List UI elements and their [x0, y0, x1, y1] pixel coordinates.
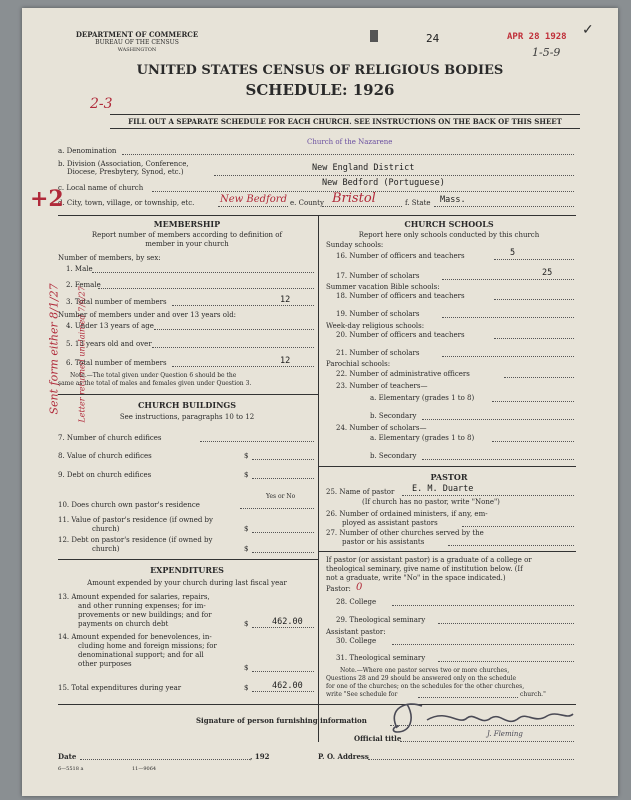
official-title-line: [400, 741, 574, 742]
q24a-line: [492, 441, 574, 442]
q4-under-13: 4. Under 13 years of age: [66, 322, 154, 330]
denomination-line: [122, 154, 574, 155]
q30-college: 30. College: [336, 637, 377, 645]
schools-intro: Report here only schools conducted by this church: [358, 231, 540, 239]
q1-line: [92, 272, 314, 273]
signature-label: Signature of person furnishing information: [196, 716, 367, 725]
expenditures-intro: Amount expended by your church during last fiscal year: [87, 579, 287, 587]
pastor-note-1: Note.—Where one pastor serves two or more churches,: [340, 667, 510, 674]
division-label-2: Diocese, Presbytery, Synod, etc.): [67, 168, 184, 176]
header-rule-top: [110, 114, 580, 115]
official-title-label: Official title: [354, 734, 402, 743]
q21-scholars: 21. Number of scholars: [336, 349, 420, 357]
summer-schools: Summer vacation Bible schools:: [326, 283, 440, 291]
q13-dollar: $: [244, 620, 249, 628]
pastor-note-3: for one of the churches; on the schedules for the other churches,: [326, 683, 525, 690]
q13-value: 462.00: [272, 617, 303, 627]
q24-scholars: 24. Number of scholars—: [336, 424, 427, 432]
check-mark-icon: ✓: [582, 22, 594, 38]
q12-dollar: $: [244, 545, 249, 553]
po-address-line: [368, 759, 574, 760]
buildings-heading: CHURCH BUILDINGS: [138, 400, 236, 410]
state-value: Mass.: [440, 195, 466, 205]
q11-dollar: $: [244, 525, 249, 533]
q24b-line: [422, 459, 574, 460]
q6-total: 6. Total number of members: [66, 359, 167, 367]
q9-line: [252, 478, 314, 479]
q16-value: 5: [510, 248, 516, 258]
q17-scholars: 17. Number of scholars: [336, 272, 420, 280]
division-value: New England District: [312, 163, 415, 173]
q16-officers: 16. Number of officers and teachers: [336, 252, 465, 260]
q28-line: [392, 605, 574, 606]
q11-church: church): [92, 525, 120, 533]
q13-line-4: payments on church debt: [78, 620, 169, 628]
pastor-note-4: write "See schedule for: [326, 691, 398, 698]
form-number: 6—5518 a: [58, 766, 84, 772]
margin-plus-mark: +2: [30, 186, 64, 212]
membership-note-2: same as the total of males and females given under Question 3.: [58, 380, 252, 387]
q3-total: 3. Total number of members: [66, 298, 167, 306]
graduate-note-3: not a graduate, write "No" in the space indicated.): [326, 574, 506, 582]
q24a-elementary: a. Elementary (grades 1 to 8): [370, 434, 475, 442]
date-label: Date: [58, 752, 77, 761]
top-handwritten-code: 1-5-9: [532, 46, 561, 59]
q14-line-3: denominational support; and for all: [78, 651, 204, 659]
weekday-schools: Week-day religious schools:: [326, 322, 425, 330]
county-label: e. County: [290, 199, 324, 207]
q8-line: [252, 459, 314, 460]
print-number: 11—9064: [132, 766, 157, 772]
pastor-note-2: Questions 28 and 29 should be answered only on the schedule: [326, 675, 517, 682]
q26-line-2: ployed as assistant pastors: [342, 519, 438, 527]
county-value: Bristol: [332, 191, 376, 206]
date-line: [80, 759, 250, 760]
q23a-elementary: a. Elementary (grades 1 to 8): [370, 394, 475, 402]
q11-residence-value: 11. Value of pastor's residence (if owned by: [58, 516, 213, 524]
schools-heading: CHURCH SCHOOLS: [404, 219, 494, 229]
census-schedule-page: [22, 8, 618, 796]
graduate-note-1: If pastor (or assistant pastor) is a graduate of a college or: [326, 556, 532, 564]
sunday-schools: Sunday schools:: [326, 241, 384, 249]
q10-owns-residence: 10. Does church own pastor's residence: [58, 501, 200, 509]
membership-heading: MEMBERSHIP: [153, 219, 221, 229]
division-line: [214, 175, 574, 176]
q5-line: [152, 347, 314, 348]
q13-line: [252, 627, 314, 628]
q23a-line: [492, 401, 574, 402]
department-label: DEPARTMENT OF COMMERCE: [75, 30, 199, 39]
q22-line: [504, 377, 574, 378]
state-line: [434, 206, 574, 207]
q27-line-2: pastor or his assistants: [342, 538, 425, 546]
q15-value: 462.00: [272, 681, 303, 691]
buildings-intro: See instructions, paragraphs 10 to 12: [119, 413, 255, 421]
q29-seminary: 29. Theological seminary: [336, 616, 426, 624]
city-value: New Bedford: [220, 194, 287, 205]
q15-total: 15. Total expenditures during year: [58, 684, 182, 692]
yes-no-label: Yes or No: [266, 493, 296, 500]
q24b-secondary: b. Secondary: [370, 452, 417, 460]
q12-church: church): [92, 545, 120, 553]
q18-line: [494, 299, 574, 300]
q25-note: (If church has no pastor, write "None"): [362, 498, 500, 506]
pastor-rule: [318, 466, 576, 467]
q14-line-2: cluding home and foreign missions; for: [78, 642, 217, 650]
graduate-note-2: theological seminary, give name of institution below. (If: [326, 565, 523, 573]
q12-line: [252, 552, 314, 553]
q29-line: [438, 623, 574, 624]
expenditures-heading: EXPENDITURES: [150, 565, 224, 575]
clip-mark: [370, 30, 378, 42]
q10-line: [240, 508, 314, 509]
q15-dollar: $: [244, 684, 249, 692]
q26-line-1: 26. Number of ordained ministers, if any, em-: [326, 510, 488, 518]
graduate-rule: [318, 551, 576, 552]
q13-line-1: 13. Amount expended for salaries, repairs,: [58, 593, 210, 601]
q25-line: [402, 495, 574, 496]
q25-pastor-name: 25. Name of pastor: [326, 488, 395, 496]
q23b-line: [422, 419, 574, 420]
pastor-heading: PASTOR: [430, 472, 468, 482]
q18-officers: 18. Number of officers and teachers: [336, 292, 465, 300]
local-name-label: c. Local name of church: [58, 184, 144, 192]
q7-line: [200, 441, 314, 442]
q14-dollar: $: [244, 664, 249, 672]
q8-value-edifices: 8. Value of church edifices: [58, 452, 152, 460]
page-subtitle: SCHEDULE: 1926: [245, 81, 395, 99]
q6-line: [172, 366, 314, 367]
buildings-rule: [58, 394, 318, 395]
membership-intro-2: member in your church: [145, 240, 229, 248]
q13-line-2: and other running expenses; for im-: [78, 602, 206, 610]
local-name-value: New Bedford (Portuguese): [322, 178, 445, 188]
q6-value: 12: [280, 356, 291, 366]
age-heading: Number of members under and over 13 years old:: [58, 311, 237, 319]
q22-admin: 22. Number of administrative officers: [336, 370, 470, 378]
page-title: UNITED STATES CENSUS OF RELIGIOUS BODIES: [136, 63, 504, 78]
assistant-pastor-label: Assistant pastor:: [326, 628, 386, 636]
members-by-sex: Number of members, by sex:: [58, 254, 161, 262]
q23b-secondary: b. Secondary: [370, 412, 417, 420]
q8-dollar: $: [244, 452, 249, 460]
date-year: , 192: [250, 752, 270, 761]
q20-officers: 20. Number of officers and teachers: [336, 331, 465, 339]
city-line: [218, 206, 288, 207]
q14-line-4: other purposes: [78, 660, 132, 668]
membership-note-1: Note.—The total given under Question 6 should be the: [70, 372, 237, 379]
state-label: f. State: [405, 199, 431, 207]
bureau-label: BUREAU OF THE CENSUS: [95, 39, 179, 46]
q3-line: [172, 305, 314, 306]
received-date-stamp: APR 28 1928: [507, 32, 567, 42]
q2-line: [98, 288, 314, 289]
q27-line: [448, 545, 574, 546]
q20-line: [494, 338, 574, 339]
q26-line: [462, 526, 574, 527]
handwritten-number: 2-3: [90, 96, 113, 112]
instruction-line: FILL OUT A SEPARATE SCHEDULE FOR EACH CHURCH. SEE INSTRUCTIONS ON THE BACK OF THIS SHEET: [128, 117, 562, 126]
q9-debt-edifices: 9. Debt on church edifices: [58, 471, 152, 479]
pastor-note-4b: church.": [520, 691, 546, 698]
q4-line: [154, 329, 314, 330]
q1-male: 1. Male: [66, 265, 93, 273]
q17-value: 25: [542, 268, 553, 278]
q11-line: [252, 532, 314, 533]
q30-line: [392, 644, 574, 645]
q31-line: [438, 661, 574, 662]
expenditures-rule: [58, 559, 318, 560]
pastor-sub-label: Pastor:: [326, 585, 351, 593]
q31-seminary: 31. Theological seminary: [336, 654, 426, 662]
margin-note-sent: Sent form either 8/1/27: [47, 283, 61, 415]
po-address-label: P. O. Address: [318, 752, 369, 761]
header-rule-bottom: [110, 128, 580, 129]
column-divider: [318, 215, 319, 742]
q28-college: 28. College: [336, 598, 377, 606]
q19-scholars: 19. Number of scholars: [336, 310, 420, 318]
q21-line: [442, 356, 574, 357]
division-label: b. Division (Association, Conference,: [58, 160, 189, 168]
pastor-mark: 0: [356, 582, 363, 593]
q19-line: [442, 317, 574, 318]
county-line: [322, 206, 402, 207]
q15-line: [252, 691, 314, 692]
signature-image: [367, 698, 582, 738]
q23-teachers: 23. Number of teachers—: [336, 382, 428, 390]
q16-line: [494, 259, 574, 260]
membership-intro-1: Report number of members according to definition of: [91, 231, 283, 239]
q9-dollar: $: [244, 471, 249, 479]
margin-note-returned: Letter returned unclaimed 7/6/27: [77, 286, 87, 423]
parochial-schools: Parochial schools:: [326, 360, 391, 368]
denomination-value: Church of the Nazarene: [307, 138, 393, 146]
denomination-label: a. Denomination: [58, 147, 117, 155]
q17-line: [442, 279, 574, 280]
q12-residence-debt: 12. Debt on pastor's residence (if owned by: [58, 536, 213, 544]
q13-line-3: provements or new buildings; and for: [78, 611, 212, 619]
q3-value: 12: [280, 295, 291, 305]
q7-edifices: 7. Number of church edifices: [58, 434, 162, 442]
city-label: WASHINGTON: [117, 47, 157, 53]
box-number: 24: [426, 32, 440, 45]
q27-line-1: 27. Number of other churches served by the: [326, 529, 484, 537]
q5-13-and-over: 5. 13 years old and over: [66, 340, 152, 348]
q2-female: 2. Female: [66, 281, 101, 289]
q25-value: E. M. Duarte: [412, 484, 474, 494]
q14-line: [252, 671, 314, 672]
q14-line-1: 14. Amount expended for benevolences, in-: [58, 633, 212, 641]
city-field-label: d. City, town, village, or township, etc.: [58, 199, 195, 207]
section-top-rule: [58, 215, 576, 216]
signature-text: J. Fleming: [487, 730, 523, 738]
